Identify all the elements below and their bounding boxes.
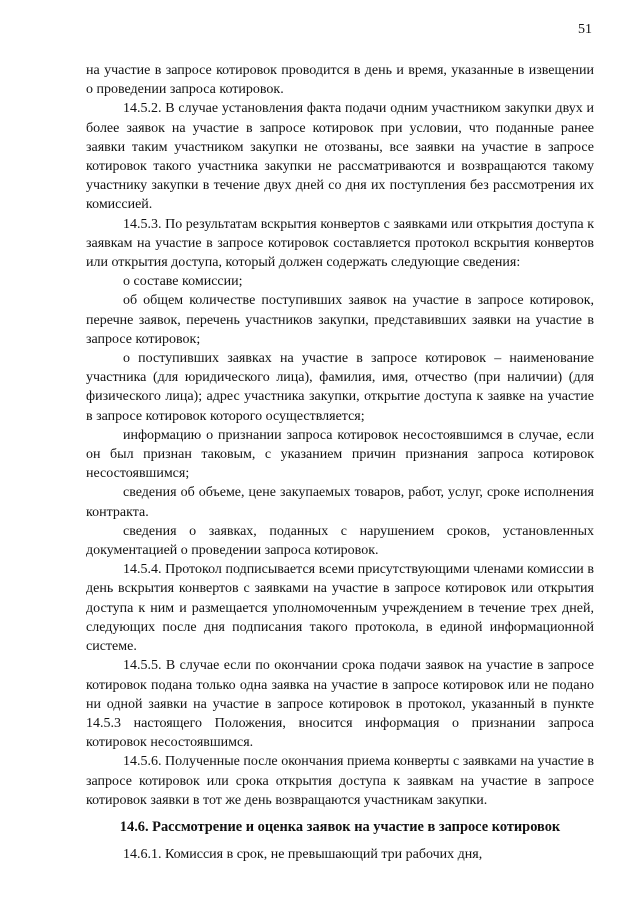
paragraph-continuation: на участие в запросе котировок проводится в день и время, указанные в извещении о проведении запроса котировок. (86, 63, 594, 98)
paragraph-14-5-5: 14.5.5. В случае если по окончании срока подачи заявок на участие в запросе котировок подана только одна заявка на участие в запросе котировок или не подано ни одной заявки на участие в запросе котировок в протокол, указанный в пункте 14.5.3 настоящего Положения, вносится информация о признании запроса котировок несостоявшимся. (86, 658, 594, 751)
list-item-total-bids: об общем количестве поступивших заявок на участие в запросе котировок, перечне заявок, перечень участников закупки, представивших заявки на участие в запросе котировок; (86, 293, 594, 347)
paragraph-14-5-6: 14.5.6. Полученные после окончания приема конверты с заявками на участие в запросе котировок или срока открытия доступа к заявкам на участие в запросе котировок заявки в тот же день возвращаются участникам закупки. (86, 754, 594, 808)
list-item-late-bids: сведения о заявках, поданных с нарушением сроков, установленных документацией о проведении запроса котировок. (86, 523, 594, 559)
list-item-volume-price: сведения об объеме, цене закупаемых товаров, работ, услуг, сроке исполнения контракта. (86, 485, 594, 520)
section-heading: 14.6. Рассмотрение и оценка заявок на участие в запросе котировок (119, 818, 561, 835)
list-item-received-bids: о поступивших заявках на участие в запросе котировок – наименование участника (для юридического лица), фамилия, имя, отчество (при наличии) (для физического лица); адрес участника закупки, открытие доступа к заявке на участие в запросе котировок которого осуществляется; (86, 351, 594, 424)
page-number: 51 (578, 22, 592, 37)
document-body (86, 61, 594, 864)
paragraph-14-5-2: 14.5.2. В случае установления факта подачи одним участником закупки двух и более заявок на участие в запросе котировок при условии, что поданные ранее заявки таким участником закупки не отозваны, все заявки на участие в запросе котировок такого участника закупки не рассматриваются и возвращаются такому участнику закупки в течение двух дней со дня их поступления без рассмотрения их комиссией. (86, 101, 594, 213)
paragraph-14-5-3: 14.5.3. По результатам вскрытия конвертов с заявками или открытия доступа к заявкам на участие в запросе котировок составляется протокол вскрытия конвертов или открытия доступа, который должен содержать следующие сведения: (86, 216, 594, 271)
list-item-failed-request: информацию о признании запроса котировок несостоявшимся в случае, если он был признан таковым, с указанием причин признания запроса котировок несостоявшимся; (86, 427, 594, 482)
list-item-commission: о составе комиссии; (123, 274, 243, 290)
paragraph-14-5-4: 14.5.4. Протокол подписывается всеми присутствующими членами комиссии в день вскрытия конвертов с заявками на участие в запросе котировок или открытия доступа к ним и размещается уполномоченным учреждением в течение трех дней, следующих после дня подписания такого протокола, в единой информационной системе. (86, 562, 594, 655)
paragraph-14-6-1: 14.6.1. Комиссия в срок, не превышающий три рабочих дня, (123, 847, 483, 863)
